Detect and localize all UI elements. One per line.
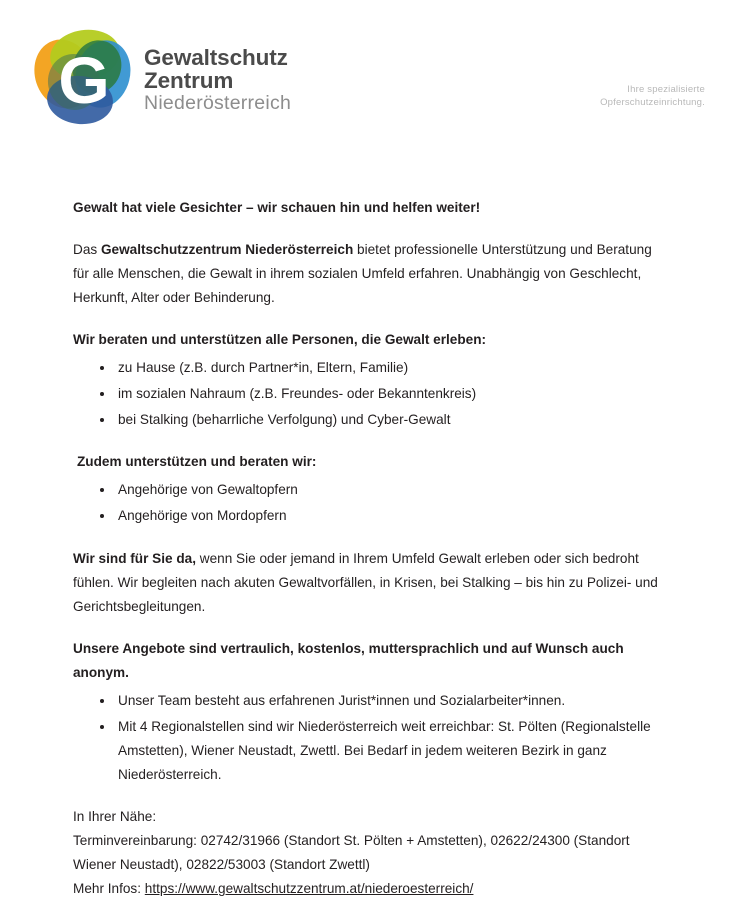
headline-text: Gewalt hat viele Gesichter – wir schauen hin und helfen weiter! bbox=[73, 200, 481, 215]
page-header bbox=[0, 0, 731, 148]
list-item bbox=[73, 408, 659, 432]
website-link[interactable]: https://www.gewaltschutzzentrum.at/niederoesterreich/ bbox=[144, 881, 474, 897]
list-item-label: Unser Team besteht aus erfahrenen Jurist*innen und Sozialarbeiter*innen. bbox=[118, 692, 566, 708]
wordmark-line-3: Niederösterreich bbox=[144, 91, 292, 114]
tagline-line-1: Ihre spezialisierte bbox=[627, 84, 705, 95]
zudem-list bbox=[73, 478, 659, 528]
list-item-label: Angehörige von Mordopfern bbox=[118, 508, 287, 524]
fuer-sie-rest: wenn Sie oder jemand in Ihrem Umfeld Gewalt erleben oder sich bedroht fühlen. Wir begleiten nach akuten Gewaltvorfällen, in Krisen, bei Stalking – bis hin zu Polizei- und Gerichtsbegleitungen. bbox=[73, 550, 658, 614]
brand-lockup bbox=[30, 22, 291, 134]
tagline-line-2: Opferschutzeinrichtung. bbox=[600, 96, 705, 108]
brand-wordmark bbox=[144, 43, 291, 114]
list-item-label: zu Hause (z.B. durch Partner*in, Eltern, Familie) bbox=[118, 360, 409, 376]
intro-prefix: Das bbox=[73, 242, 101, 258]
wordmark-line-2: Zentrum bbox=[144, 67, 234, 93]
angebote-heading bbox=[73, 637, 659, 685]
list-item-label: im sozialen Nahraum (z.B. Freundes- oder Bekanntenkreis) bbox=[118, 386, 477, 402]
svg-text:G: G bbox=[58, 43, 110, 117]
wordmark-line-1: Gewaltschutz bbox=[144, 44, 288, 70]
list-item bbox=[73, 356, 659, 380]
beratung-list bbox=[73, 356, 659, 432]
headline bbox=[73, 196, 659, 220]
list-item bbox=[73, 689, 659, 713]
contact-appointments-text: Terminvereinbarung: 02742/31966 (Standort St. Pölten + Amstetten), 02622/24300 (Standort Wiener Neustadt), 02822/53003 (Standort Zwettl) bbox=[73, 832, 630, 873]
list-item bbox=[73, 478, 659, 502]
beratung-heading-text: Wir beraten und unterstützen alle Personen, die Gewalt erleben: bbox=[73, 332, 487, 348]
angebote-heading-text: Unsere Angebote sind vertraulich, kostenlos, muttersprachlich und auf Wunsch auch anonym. bbox=[73, 640, 624, 680]
contact-appointments bbox=[73, 829, 659, 877]
list-item bbox=[73, 715, 659, 787]
list-item bbox=[73, 504, 659, 528]
zudem-heading-text: Zudem unterstützen und beraten wir: bbox=[77, 454, 317, 470]
zudem-heading bbox=[73, 450, 659, 474]
list-item-label: Angehörige von Gewaltopfern bbox=[118, 482, 298, 498]
contact-block bbox=[73, 805, 659, 901]
contact-heading bbox=[73, 805, 659, 829]
intro-organisation-name: Gewaltschutzzentrum Niederösterreich bbox=[100, 242, 354, 258]
beratung-heading bbox=[73, 328, 659, 352]
intro-suffix: bietet professionelle Unterstützung und Beratung für alle Menschen, die Gewalt in ihrem sozialen Umfeld erfahren. Unabhängig von Geschlecht, Herkunft, Alter oder Behinderung. bbox=[73, 242, 652, 306]
list-item bbox=[73, 382, 659, 406]
list-item-label: Mit 4 Regionalstellen sind wir Niederösterreich weit erreichbar: St. Pölten (Regionalstelle Amstetten), Wiener Neustadt, Zwettl. Bei Bedarf in jedem weiteren Bezirk in ganz Niederösterreich. bbox=[118, 718, 651, 782]
main-content bbox=[73, 196, 659, 901]
fuer-sie-bold: Wir sind für Sie da, bbox=[73, 550, 196, 566]
gewaltschutzzentrum-logo-icon bbox=[30, 22, 138, 134]
contact-heading-text: In Ihrer Nähe: bbox=[73, 808, 157, 824]
list-item-label: bei Stalking (beharrliche Verfolgung) und Cyber-Gewalt bbox=[118, 412, 451, 428]
header-tagline bbox=[600, 84, 705, 110]
contact-more-info bbox=[73, 877, 659, 901]
angebote-list bbox=[73, 689, 659, 787]
more-info-label: Mehr Infos: bbox=[73, 881, 145, 897]
fuer-sie-paragraph bbox=[73, 547, 659, 619]
intro-paragraph bbox=[73, 238, 659, 310]
